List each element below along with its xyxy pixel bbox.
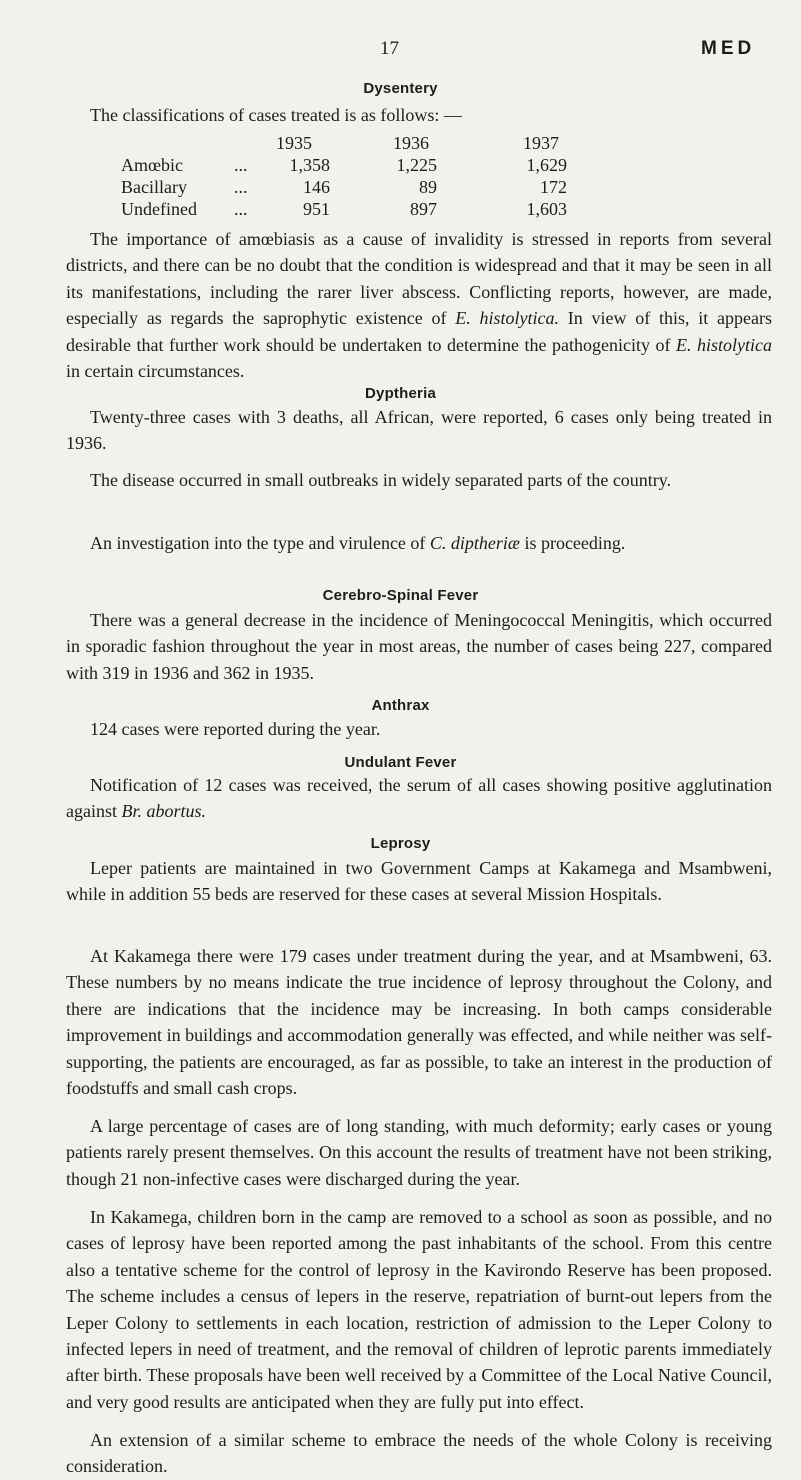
leprosy-paragraph-1: Leper patients are maintained in two Government Camps at Kakamega and Msambweni, while in addition 55 beds are reserved for these cases at several Mission Hospitals. xyxy=(66,858,772,905)
heading-anthrax: Anthrax xyxy=(371,697,430,714)
value-1937: 1,603 xyxy=(526,199,567,219)
leader-dots: ... xyxy=(234,199,248,219)
row-label: Bacillary xyxy=(121,177,187,197)
value-1935: 1,358 xyxy=(289,155,330,175)
heading-dysentery: Dysentery xyxy=(363,80,438,97)
dysentery-paragraph: The importance of amœbiasis as a cause of invalidity is stressed in reports from several districts, and there can be no doubt that the condition is widespread and that it may be seen in all its manifestations, including the rarer liver abscess. Conflicting reports, however, are made, especially as regards the saprophytic existence of E. histolytica. In view of this, it appears desirable that further work should be undertaken to determine the pathogenicity of E. histolytica in certain circumstances. xyxy=(66,229,773,382)
dysentery-intro: The classifications of cases treated is as follows: — xyxy=(90,105,462,125)
running-head: MED xyxy=(701,38,756,59)
leprosy-paragraph-4: In Kakamega, children born in the camp are removed to a school as soon as possible, and no cases of leprosy have been reported among the past inhabitants of the school. From this centre also a tentative scheme for the control of leprosy in the Kavirondo Reserve has been proposed. The scheme includes a census of lepers in the reserve, repatriation of burnt-out lepers from the Leper Colony to settlements in each location, restriction of admission to the Leper Colony to infected lepers in need of treatment, and the removal of children of leprotic parents immediately after birth. These proposals have been well received by a Committee of the Local Native Council, and very good results are anticipated when they are fully put into effect. xyxy=(66,1207,772,1412)
value-1935: 146 xyxy=(303,177,330,197)
value-1936: 1,225 xyxy=(396,155,437,175)
heading-leprosy: Leprosy xyxy=(370,835,431,852)
heading-dyptheria: Dyptheria xyxy=(365,385,436,402)
leader-dots: ... xyxy=(234,155,248,175)
leprosy-paragraph-2: At Kakamega there were 179 cases under treatment during the year, and at Msambweni, 63. These numbers by no means indicate the true incidence of leprosy throughout the Colony, and there are indications that the incidence may be increasing. In both camps considerable improvement in buildings and accommodation generally was effected, and while neither was self-supporting, the patients are encouraged, as far as possible, to take an interest in the production of foodstuffs and small cash crops. xyxy=(66,946,772,1099)
dyptheria-paragraph-3: An investigation into the type and virulence of C. diptheriæ is proceeding. xyxy=(90,533,626,553)
year-col-1937: 1937 xyxy=(523,133,559,153)
heading-undulant-fever: Undulant Fever xyxy=(344,754,457,771)
value-1936: 897 xyxy=(410,199,437,219)
cerebro-paragraph: There was a general decrease in the incidence of Meningococcal Meningitis, which occurred in sporadic fashion throughout the year in most areas, the number of cases being 227, compared with 319 in 1936 and 362 in 1935. xyxy=(66,610,772,683)
heading-cerebro-spinal-fever: Cerebro-Spinal Fever xyxy=(322,587,479,604)
leader-dots: ... xyxy=(234,177,248,197)
value-1937: 172 xyxy=(540,177,567,197)
row-label: Amœbic xyxy=(121,155,183,175)
year-col-1936: 1936 xyxy=(393,133,429,153)
leprosy-paragraph-5: An extension of a similar scheme to embrace the needs of the whole Colony is receiving consideration. xyxy=(66,1430,772,1477)
undulant-paragraph: Notification of 12 cases was received, the serum of all cases showing positive agglutination against Br. abortus. xyxy=(66,775,772,822)
page-number: 17 xyxy=(380,38,399,59)
dyptheria-paragraph-2: The disease occurred in small outbreaks in widely separated parts of the country. xyxy=(90,470,672,490)
dyptheria-paragraph-1: Twenty-three cases with 3 deaths, all African, were reported, 6 cases only being treated in 1936. xyxy=(66,407,772,454)
value-1935: 951 xyxy=(303,199,330,219)
anthrax-paragraph: 124 cases were reported during the year. xyxy=(90,719,381,739)
value-1937: 1,629 xyxy=(526,155,567,175)
leprosy-paragraph-3: A large percentage of cases are of long standing, with much deformity; early cases or young patients rarely present themselves. On this account the results of treatment have not been striking, though 21 non-infective cases were discharged during the year. xyxy=(66,1116,772,1189)
value-1936: 89 xyxy=(419,177,437,197)
row-label: Undefined xyxy=(121,199,197,219)
year-col-1935: 1935 xyxy=(276,133,312,153)
